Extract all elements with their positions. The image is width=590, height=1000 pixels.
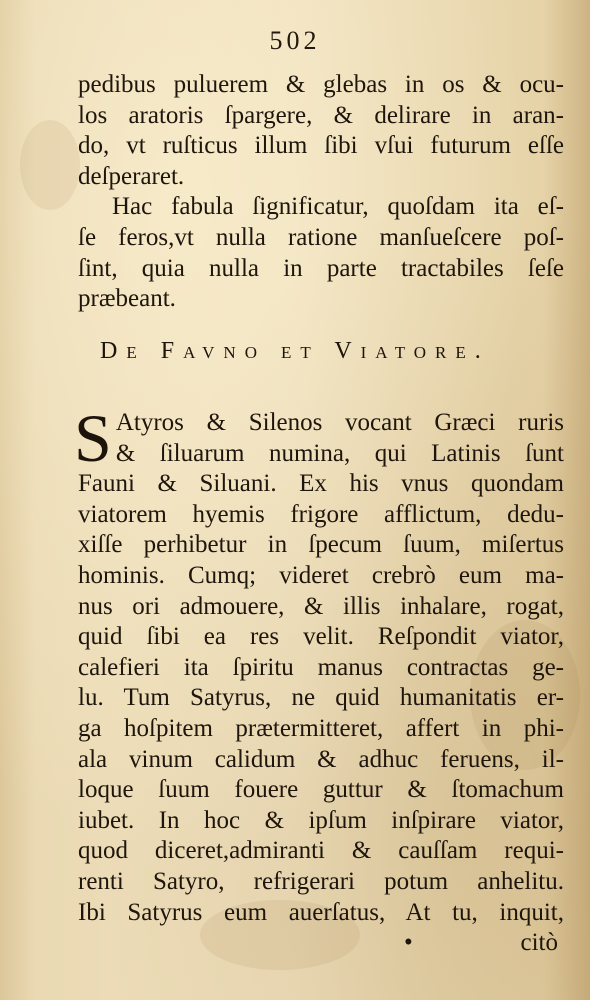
text-line: renti Satyro, refrigerari potum anhelitu.: [78, 867, 564, 895]
text-line: Ibi Satyrus eum auerſatus, At tu, inquit,: [78, 898, 564, 926]
text-line: hominis. Cumq; videret crebrò eum ma-: [78, 561, 564, 589]
fable-heading: De Favno et Viatore.: [100, 338, 490, 364]
paper-stain: [20, 120, 80, 210]
fable-body: [74, 400, 564, 959]
text-line: deſperaret.: [78, 162, 185, 190]
text-line: iubet. In hoc & ipſum inſpirare viator,: [78, 806, 564, 834]
text-line: do, vt ruſticus illum ſibi vſui futurum eſſe: [78, 132, 564, 160]
text-line: xiſſe perhibetur in ſpecum ſuum, miſertus: [78, 531, 564, 559]
text-line: quod diceret,admiranti & cauſſam requi-: [78, 837, 564, 865]
page-footer-row: [78, 928, 564, 959]
moral-line: ſint, quia nulla in parte tractabiles ſeſe: [78, 254, 564, 282]
text-line: los aratoris ſpargere, & delirare in aran-: [78, 101, 564, 129]
previous-fable-ending: [78, 70, 564, 315]
moral-line: ſe feros,vt nulla ratione manſueſcere poſ-: [78, 223, 564, 251]
text-line: calefieri ita ſpiritu manus contractas ge-: [78, 653, 564, 681]
moral-line: præbeant.: [78, 285, 176, 313]
text-line: & ſiluarum numina, qui Latinis ſunt: [115, 439, 564, 467]
text-line: loque ſuum fouere guttur & ſtomachum: [78, 776, 564, 804]
text-line: lu. Tum Satyrus, ne quid humanitatis er-: [78, 684, 564, 712]
moral-line: Hac fabula ſignificatur, quoſdam ita eſ-: [112, 193, 564, 221]
text-line: Atyros & Silenos vocant Græci ruris: [115, 409, 564, 436]
text-line: ga hoſpitem prætermitteret, affert in phi-: [78, 714, 564, 742]
signature-mark: •: [404, 929, 413, 957]
text-line: Fauni & Siluani. Ex his vnus quondam: [78, 470, 564, 498]
catchword: citò: [520, 929, 558, 957]
text-line: nus ori admouere, & illis inhalare, rogat,: [78, 592, 564, 620]
text-line: quid ſibi ea res velit. Reſpondit viator,: [78, 623, 564, 651]
text-line: ala vinum calidum & adhuc feruens, il-: [78, 745, 564, 773]
text-line: viatorem hyemis frigore afflictum, dedu-: [78, 500, 564, 528]
page-number: 502: [269, 26, 321, 55]
drop-cap: S: [74, 400, 112, 476]
text-line: pedibus puluerem & glebas in os & ocu-: [78, 71, 564, 98]
